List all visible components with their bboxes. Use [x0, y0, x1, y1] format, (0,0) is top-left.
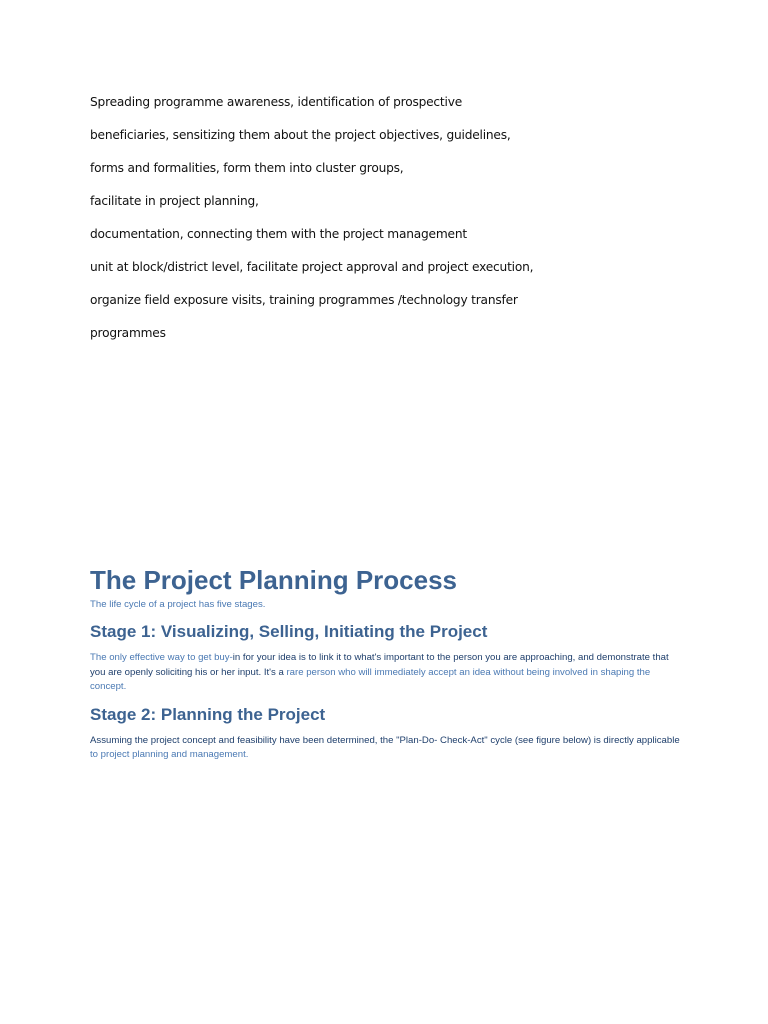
intro-line: unit at block/district level, facilitate project approval and project execution, — [90, 260, 534, 274]
intro-line: beneficiaries, sensitizing them about the project objectives, guidelines, — [90, 128, 511, 142]
stage-1-text-b: in for your idea is to link it to what's important to the person you are approaching, and demonstrate that you are openly soliciting his or her input. It's a — [90, 652, 669, 678]
stage-2-paragraph — [90, 734, 680, 763]
intro-line: Spreading programme awareness, identification of prospective — [90, 95, 463, 109]
section-subtitle: The life cycle of a project has five stages. — [90, 599, 266, 610]
stage-2-text-a: Assuming the project concept and feasibility have been determined, the "Plan-Do- Check-Act" cycle (see figure below) is directly applicable — [90, 734, 680, 746]
intro-line: facilitate in project planning, — [90, 194, 259, 208]
stage-2-heading: Stage 2: Planning the Project — [90, 704, 326, 724]
page-title: The Project Planning Process — [90, 565, 457, 595]
intro-line: documentation, connecting them with the project management — [90, 227, 467, 241]
intro-line: programmes — [90, 326, 166, 340]
stage-1-heading: Stage 1: Visualizing, Selling, Initiating the Project — [90, 622, 488, 641]
planning-process-section — [90, 562, 680, 763]
stage-1-text-c: rare person who will immediately accept an idea without being involved in shaping the concept. — [90, 666, 651, 692]
stage-2-text-b: to project planning and management. — [90, 749, 249, 760]
stage-1-text-a: The only effective way to get buy- — [90, 652, 233, 663]
intro-line: organize field exposure visits, training programmes /technology transfer — [90, 293, 518, 307]
stage-1-paragraph — [90, 651, 675, 695]
intro-line: forms and formalities, form them into cluster groups, — [90, 161, 404, 175]
intro-text-block — [90, 93, 710, 357]
